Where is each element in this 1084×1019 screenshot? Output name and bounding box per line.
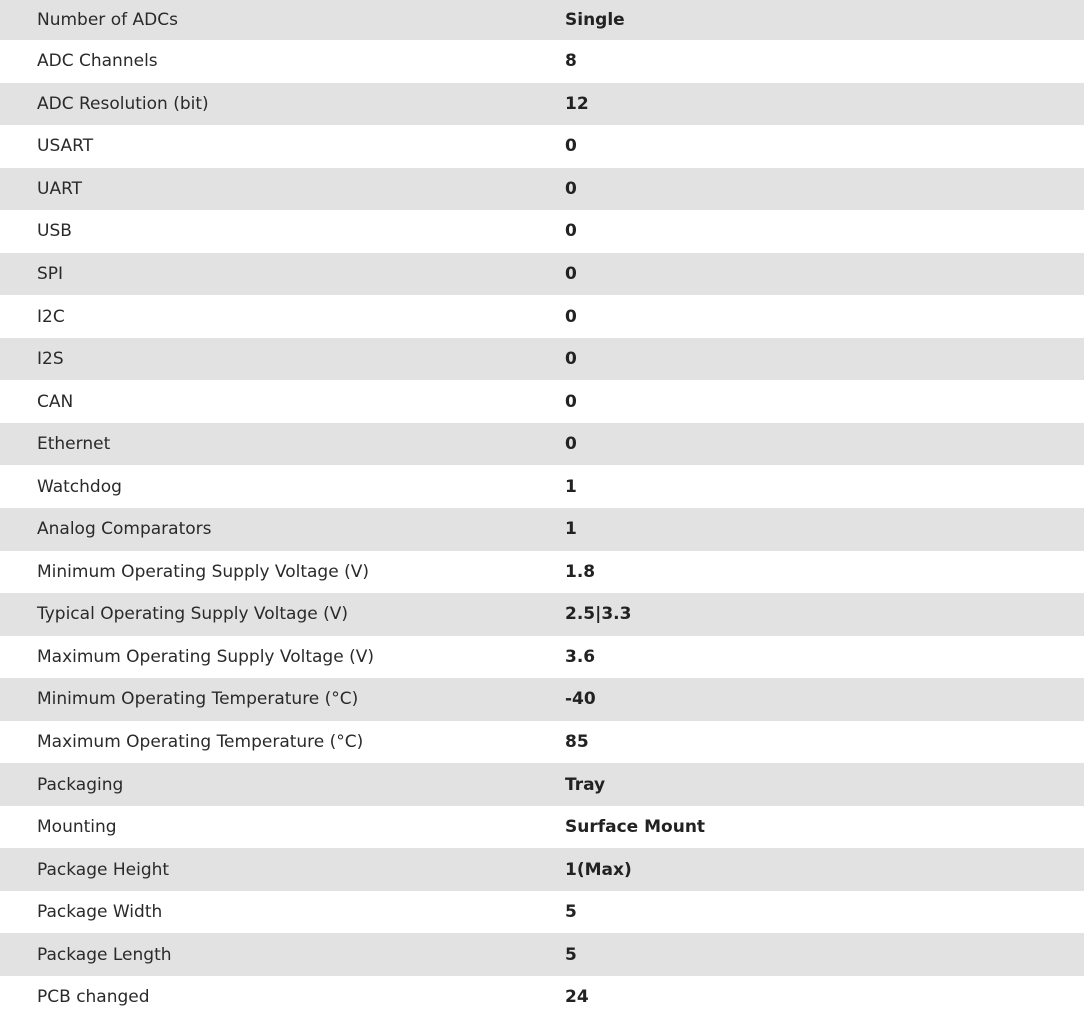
spec-label: I2S: [37, 349, 64, 370]
spec-row-uart: [0, 168, 1084, 211]
spec-label: Typical Operating Supply Voltage (V): [37, 604, 348, 625]
spec-row-adc-channels: [0, 40, 1084, 83]
spec-value: 0: [565, 221, 577, 242]
spec-row-mounting: [0, 806, 1084, 849]
spec-row-usart: [0, 125, 1084, 168]
spec-value: 1: [565, 476, 577, 497]
spec-row-i2s: [0, 338, 1084, 381]
spec-label: ADC Resolution (bit): [37, 93, 209, 114]
spec-row-min-supply-voltage: [0, 551, 1084, 594]
spec-label: USB: [37, 221, 72, 242]
spec-value: 0: [565, 264, 577, 284]
spec-label: Minimum Operating Temperature (°C): [37, 689, 359, 710]
spec-value: 0: [565, 434, 577, 455]
spec-label: Maximum Operating Supply Voltage (V): [37, 646, 374, 667]
spec-value: 3.6: [565, 646, 596, 667]
spec-label: Watchdog: [37, 476, 122, 497]
spec-value: 8: [565, 51, 577, 72]
spec-label: Package Width: [37, 902, 163, 923]
spec-row-spi: [0, 253, 1084, 296]
spec-row-max-temperature: [0, 721, 1084, 764]
spec-value: 1.8: [565, 561, 596, 582]
spec-value: -40: [565, 689, 596, 710]
spec-value: 0: [565, 178, 577, 199]
spec-row-i2c: [0, 295, 1084, 338]
spec-label: Ethernet: [37, 434, 111, 455]
spec-label: Packaging: [37, 774, 124, 795]
spec-row-adc-resolution: [0, 83, 1084, 126]
spec-label: Maximum Operating Temperature (°C): [37, 732, 364, 753]
spec-label: PCB changed: [37, 987, 150, 1008]
spec-value: 2.5|3.3: [565, 604, 632, 625]
spec-row-package-length: [0, 933, 1084, 976]
spec-row-usb: [0, 210, 1084, 253]
spec-label: SPI: [37, 264, 64, 284]
spec-label: Number of ADCs: [37, 10, 178, 30]
spec-label: Analog Comparators: [37, 519, 212, 540]
spec-label: UART: [37, 178, 83, 199]
spec-value: Single: [565, 10, 625, 30]
spec-row-can: [0, 380, 1084, 423]
spec-value: 0: [565, 349, 577, 370]
spec-value: 0: [565, 306, 577, 327]
spec-value: 5: [565, 944, 577, 965]
spec-value: 5: [565, 902, 577, 923]
spec-label: Package Height: [37, 859, 170, 880]
spec-label: I2C: [37, 306, 65, 327]
spec-value: 0: [565, 136, 577, 157]
spec-label: Mounting: [37, 817, 117, 838]
spec-label: Minimum Operating Supply Voltage (V): [37, 561, 369, 582]
spec-row-watchdog: [0, 465, 1084, 508]
spec-row-package-width: [0, 891, 1084, 934]
spec-row-analog-comparators: [0, 508, 1084, 551]
spec-label: CAN: [37, 391, 74, 412]
spec-value: 1: [565, 519, 577, 540]
spec-value: 12: [565, 93, 589, 114]
spec-row-min-temperature: [0, 678, 1084, 721]
spec-value: Surface Mount: [565, 817, 706, 838]
spec-value: 1(Max): [565, 859, 632, 880]
spec-row-package-height: [0, 848, 1084, 891]
spec-label: Package Length: [37, 944, 172, 965]
spec-row-max-supply-voltage: [0, 636, 1084, 679]
spec-row-pcb-changed: [0, 976, 1084, 1019]
spec-value: 0: [565, 391, 577, 412]
spec-label: USART: [37, 136, 94, 157]
spec-row-typ-supply-voltage: [0, 593, 1084, 636]
spec-row-packaging: [0, 763, 1084, 806]
spec-value: 24: [565, 987, 589, 1008]
spec-row-ethernet: [0, 423, 1084, 466]
spec-row-number-of-adcs: [0, 0, 1084, 40]
spec-label: ADC Channels: [37, 51, 158, 72]
spec-value: 85: [565, 732, 589, 753]
spec-value: Tray: [565, 774, 606, 795]
